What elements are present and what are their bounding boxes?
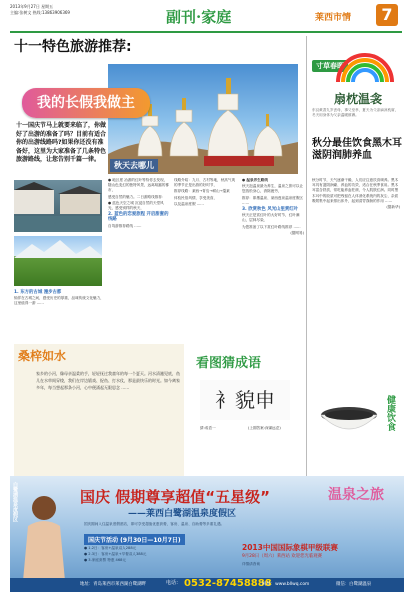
bowl-photo — [318, 395, 380, 441]
quiz-hint: 猜:成语一 — [200, 426, 216, 430]
header-date: 2013年9月27日 星期五 — [10, 4, 54, 9]
col1-subheading: 2. 蓝色的恋爱旅程 开启甜蜜的线路 — [108, 212, 169, 223]
bowl-illustration — [318, 395, 380, 441]
quiz-last-answer: (上期答案:深谋远虑) — [248, 426, 281, 430]
ad-website: 网址：www.bllwq.com — [262, 582, 310, 587]
col3-subheading: 3. 欣赏秋色 风光山里赏红叶 — [242, 207, 299, 213]
ad-offers: ● 1.2日：客房+温泉双人288元 ● 2.3日：客房+温泉+早餐双人388元 ● 3.家庭套票 特惠 468元 — [84, 546, 147, 563]
header-contacts — [10, 10, 70, 15]
sidebar-body: 秋分时节，天气逐渐干燥，人们应注意饮食调养。黑木耳具有滋阴润燥、养血的功效，适合在秋季食用。黑木耳富含铁质，常吃能养血驻颜，令人肌肤红润。同时黑木耳中的胶质可把残留在人体消化系统内的灰尘、杂质吸附集中起来排出体外，起到清胃涤肠的作用 …… (据新华) — [312, 178, 400, 210]
essay-title: 桑梓如水 — [18, 349, 67, 363]
ad-subheadline: ——莱西白鹭湖温泉度假区 — [128, 509, 237, 519]
sidebar-headline: 扇枕温衾 — [333, 92, 382, 106]
quiz-riddle: 衤貌申 — [215, 388, 275, 412]
sidebar-divider — [306, 36, 307, 476]
feature-source: (据网易) — [290, 230, 304, 235]
section-title: 副刊·家庭 — [166, 8, 232, 26]
sidebar-credit: (据新华) — [386, 205, 400, 210]
header-rule — [10, 31, 402, 33]
header-editor: 主编:张树文 — [10, 10, 32, 15]
feature-headline: 十一特色旅游推荐: — [14, 39, 132, 55]
spa-model-illustration — [10, 486, 80, 592]
ad-hotline-label: 电话： — [166, 580, 182, 586]
quiz-title: 看图猜成语 — [196, 356, 262, 371]
page-number: 7 — [376, 4, 398, 26]
feature-col-2: 线路介绍：九月、古村等地，秋高气爽的季节正是出游的好时节， 推荐线路：莱西→青岛→崂山→蓬莱 体验民俗风情，享受美食， 以及温泉度假 …… — [174, 178, 236, 206]
quiz-image — [200, 380, 290, 420]
ad-side-brand: 白鹭湖温泉度假区 — [12, 482, 18, 522]
header-phone: 热线:13863906369 — [32, 10, 70, 15]
feature-col-3: ● 温泉养生路线 秋天泡温泉最为养生，温泉之旅可以让您放松身心，消除疲劳， 推荐：即墨温泉、莱西莲泉温泉度假区 …… 3. 欣赏秋色 风光山里赏红叶 秋天正是赏红叶的大好时节，红叶满山，层林尽染， 为您准备了以下赏红叶路线推荐 …… (据网易) — [242, 178, 304, 235]
ad-address: 地址：青岛莱西市莱西湖白鹭湖畔 — [80, 582, 146, 587]
essay-block — [14, 344, 184, 476]
sidebar-vertical-label: 健康饮食 — [385, 395, 395, 431]
sidebar-intro: 东汉黄香九岁丧母，事父至孝，夏天为父亲扇凉枕席，冬天用身体为父亲温暖被褥。 — [312, 108, 399, 118]
rainbow-icon — [332, 38, 398, 82]
feature-intro: 十一国庆节马上就要来临了，你做好了出游的准备了吗？目前有适合你的出游线路吗?如果你还没有准备好，这里为大家准备了几条特色旅游路线，让您告别千篇一律。 — [16, 122, 107, 164]
temple-illustration — [108, 64, 298, 174]
grassland-photo — [14, 236, 102, 286]
ad-logo: 温泉之旅 — [328, 487, 384, 503]
rainbow-illustration — [332, 38, 398, 82]
ad-more-info: 详情请咨询 — [242, 562, 260, 566]
feature-ribbon — [22, 88, 150, 118]
photo-caption: 秋天去哪儿 — [110, 159, 158, 172]
canal-town-photo — [14, 180, 102, 232]
ad-event-sub: 9月28日（周六）莱西站 欢迎您光临观赛 — [242, 554, 323, 559]
ad-footer-right: 微信：白鹭湖温泉 — [336, 582, 372, 587]
lower-label: 1. 东方的古城 漫步古都 徜徉在古城之间，感受历史的厚重，品味传统文化魅力，这里值得一游 …… — [14, 290, 104, 306]
ad-date-banner: 国庆节活动 (9月30日—10月7日) — [84, 534, 185, 545]
feature-col-1: ● 地区度 冶游的红叶等待你去发现，随山色变幻的独特风景，远离喧嚣的都市， 感受自然的魅力。二日游路线推荐： ● 蓝色天空之城 沉浸自然的天堂风光，感受别样的秋天， 2. 蓝色的恋爱旅程 开启甜蜜的线路 自驾游推荐路线 …… — [108, 178, 170, 228]
hotel-ad — [10, 476, 404, 592]
section-subtitle: 莱西市情 — [315, 13, 352, 23]
ad-footer-strip — [10, 578, 404, 592]
temple-photo — [108, 64, 298, 174]
ad-hotline: 0532-87458888 — [184, 578, 272, 589]
ad-headline: 国庆 假期尊享超值“五星级” — [80, 488, 270, 506]
essay-body: 家乡的小河，像母亲温柔的手，轻轻抚过我童年的每一个夏天。河水清澈见底，鱼儿在水草间穿梭，我们在岸边嬉戏、捉鱼、打水仗，那是最快乐的时光。如今离家多年，每当想起那条小河，心中便涌起无限思念 …… — [36, 371, 180, 390]
ad-event-title: 2013中国国际象棋甲级联赛 — [242, 543, 338, 552]
ad-event — [242, 542, 398, 559]
page-header — [10, 4, 402, 30]
sidebar-subtitle: 秋分最佳饮食黑木耳 滋阴润肺养血 — [312, 138, 402, 161]
ad-details: 国庆期间入住温泉度假酒店，即可享受超值优惠套餐，客房、温泉、自助餐等多重礼遇。 — [84, 522, 225, 526]
canal-illustration — [14, 180, 102, 232]
sidebar-tagline: 寸草春晖 — [312, 60, 348, 72]
ribbon-text: 我的长假我做主 — [37, 95, 135, 111]
mountain-illustration — [14, 236, 102, 286]
